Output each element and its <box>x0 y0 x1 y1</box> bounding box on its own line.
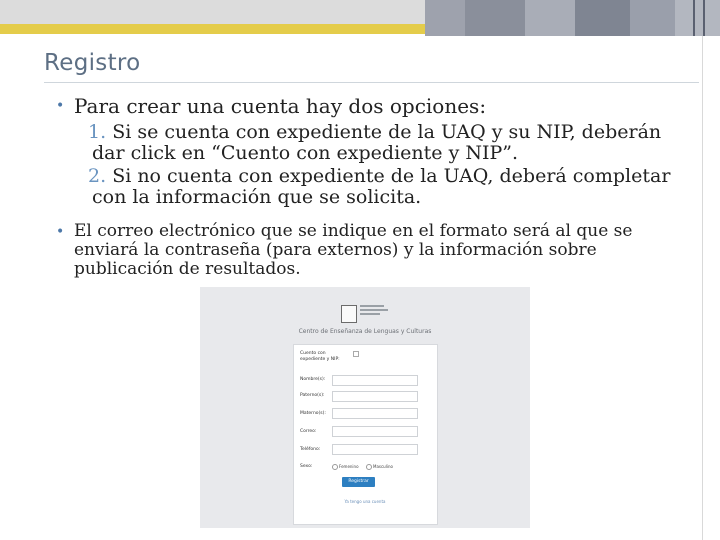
list-item-2-cont: con la información que se solicita. <box>92 186 422 208</box>
list-item-2 <box>88 166 670 186</box>
sexo-option-femenino: Femenino <box>339 464 359 469</box>
bullet-dot: • <box>56 224 65 240</box>
list-item-1-number: 1. <box>88 121 107 143</box>
correo-input[interactable] <box>332 426 418 437</box>
telefono-input[interactable] <box>332 444 418 455</box>
bullet2-text <box>74 222 694 279</box>
list-item-1-line1: Si se cuenta con expediente de la UAQ y su NIP, deberán <box>112 121 662 143</box>
list-item-2-number: 2. <box>88 165 107 187</box>
bullet1-intro: Para crear una cuenta hay dos opciones: <box>74 94 487 118</box>
paterno-input[interactable] <box>332 391 418 402</box>
nombre-input[interactable] <box>332 375 418 386</box>
side-rule <box>702 36 703 540</box>
sexo-label: Sexo: <box>300 464 313 469</box>
bullet1-text <box>74 95 486 117</box>
header-stripes <box>425 0 720 36</box>
logo-text-lines <box>360 305 390 317</box>
title-rule <box>44 82 699 83</box>
telefono-label: Teléfono: <box>300 447 321 452</box>
list-item-1 <box>88 122 661 142</box>
list-item-1-cont: dar click en “Cuento con expediente y NIP”. <box>92 142 519 164</box>
paterno-label: Paterno(s): <box>300 393 325 398</box>
form-header-title: Centro de Enseñanza de Lenguas y Culturas <box>298 328 432 335</box>
materno-input[interactable] <box>332 408 418 419</box>
sexo-radio-masculino[interactable] <box>366 464 372 470</box>
login-link[interactable]: Ya tengo una cuenta <box>344 499 386 504</box>
registrar-button[interactable]: Registrar <box>342 477 375 487</box>
list-item-2-line1: Si no cuenta con expediente de la UAQ, deberá completar <box>112 165 671 187</box>
university-logo-icon <box>341 305 357 323</box>
expediente-checkbox[interactable] <box>353 351 359 357</box>
sexo-option-masculino: Masculino <box>373 464 393 469</box>
correo-label: Correo: <box>300 429 317 434</box>
materno-label: Materno(s): <box>300 411 326 416</box>
form-screenshot <box>200 287 530 528</box>
bullet-dot: • <box>56 98 65 114</box>
bullet2-line2: enviará la contraseña (para externos) y la información sobre <box>74 240 597 260</box>
bullet2-line3: publicación de resultados. <box>74 259 301 279</box>
sexo-radio-femenino[interactable] <box>332 464 338 470</box>
bullet2-line1: El correo electrónico que se indique en el formato será al que se <box>74 221 633 241</box>
nombre-label: Nombre(s): <box>300 377 326 382</box>
expediente-label: Cuento con expediente y NIP: <box>300 351 340 362</box>
slide-title: Registro <box>44 50 141 76</box>
